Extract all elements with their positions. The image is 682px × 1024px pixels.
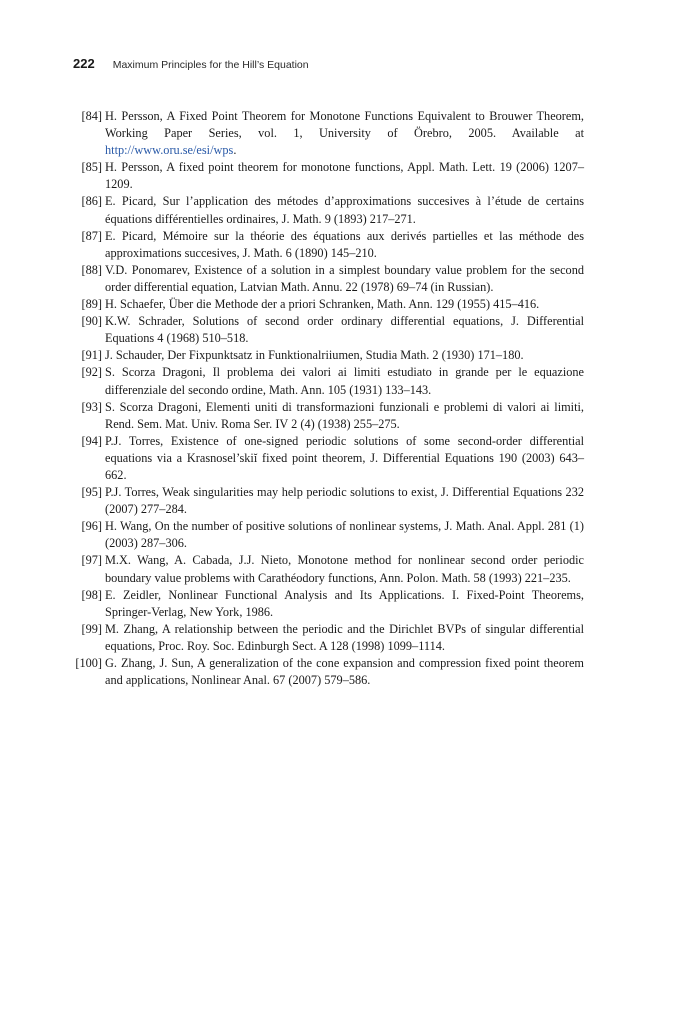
reference-number: [85] bbox=[81, 160, 102, 175]
reference-text: G. Zhang, J. Sun, A generalization of the cone expansion and compression fixed point theorem and applications, Nonlinear Anal. 67 (2007) 579–586. bbox=[105, 656, 584, 688]
reference-item bbox=[72, 433, 584, 484]
page-number: 222 bbox=[73, 56, 95, 71]
running-title: Maximum Principles for the Hill’s Equation bbox=[112, 59, 309, 71]
reference-text: E. Picard, Sur l’application des métodes d’approximations succesives à l’étude de certains équations différentielles ordinaires, J. Math. 9 (1893) 217–271. bbox=[105, 194, 584, 226]
reference-item bbox=[72, 262, 584, 296]
reference-item bbox=[72, 347, 584, 364]
reference-item bbox=[72, 228, 584, 262]
reference-number: [86] bbox=[81, 194, 102, 209]
reference-number: [96] bbox=[81, 519, 102, 534]
reference-item bbox=[72, 296, 584, 313]
reference-text: P.J. Torres, Weak singularities may help periodic solutions to exist, J. Differential Equations 232 (2007) 277–284. bbox=[105, 485, 584, 517]
reference-number: [98] bbox=[81, 587, 102, 602]
reference-item bbox=[72, 159, 584, 193]
reference-text: V.D. Ponomarev, Existence of a solution in a simplest boundary value problem for the second order differential equation, Latvian Math. Annu. 22 (1978) 69–74 (in Russian). bbox=[105, 262, 584, 294]
reference-number: [92] bbox=[81, 365, 102, 380]
reference-number: [99] bbox=[81, 621, 102, 636]
reference-item bbox=[72, 621, 584, 655]
reference-number: [90] bbox=[81, 314, 102, 329]
reference-item bbox=[72, 518, 584, 552]
reference-text: M.X. Wang, A. Cabada, J.J. Nieto, Monotone method for nonlinear second order periodic boundary value problems with Carathéodory functions, Ann. Polon. Math. 58 (1993) 221–235. bbox=[105, 553, 584, 585]
reference-number: [94] bbox=[81, 433, 102, 448]
reference-item bbox=[72, 193, 584, 227]
reference-text: K.W. Schrader, Solutions of second order ordinary differential equations, J. Differential Equations 4 (1968) 510–518. bbox=[105, 314, 584, 346]
reference-text: J. Schauder, Der Fixpunktsatz in Funktionalriiumen, Studia Math. 2 (1930) 171–180. bbox=[105, 348, 524, 363]
reference-number: [91] bbox=[81, 348, 102, 363]
reference-text: H. Schaefer, Über die Methode der a priori Schranken, Math. Ann. 129 (1955) 415–416. bbox=[105, 297, 540, 312]
reference-text: H. Persson, A Fixed Point Theorem for Monotone Functions Equivalent to Brouwer Theorem, Working Paper Series, vol. 1, University of Örebro, 2005. Available at http://www.oru.se/esi/wps. bbox=[105, 109, 584, 158]
reference-item bbox=[72, 313, 584, 347]
reference-number: [95] bbox=[81, 485, 102, 500]
reference-text: S. Scorza Dragoni, Elementi uniti di transformazioni funzionali e problemi di valori ai limiti, Rend. Sem. Mat. Univ. Roma Ser. IV 2 (4) (1938) 255–275. bbox=[105, 399, 584, 431]
reference-text: H. Persson, A fixed point theorem for monotone functions, Appl. Math. Lett. 19 (2006) 1207–1209. bbox=[105, 160, 584, 192]
reference-number: [87] bbox=[81, 228, 102, 243]
reference-list bbox=[72, 108, 584, 689]
reference-text: M. Zhang, A relationship between the periodic and the Dirichlet BVPs of singular differential equations, Proc. Roy. Soc. Edinburgh Sect. A 128 (1998) 1099–1114. bbox=[105, 621, 584, 653]
reference-text: S. Scorza Dragoni, Il problema dei valori ai limiti estudiato in grande per le equazione differenziale del secondo ordine, Math. Ann. 105 (1931) 133–143. bbox=[105, 365, 584, 397]
reference-item bbox=[72, 552, 584, 586]
reference-item bbox=[72, 655, 584, 689]
reference-number: [88] bbox=[81, 262, 102, 277]
reference-text: E. Zeidler, Nonlinear Functional Analysis and Its Applications. I. Fixed-Point Theorems, Springer-Verlag, New York, 1986. bbox=[105, 587, 584, 619]
running-head bbox=[73, 56, 583, 74]
reference-number: [93] bbox=[81, 399, 102, 414]
reference-item bbox=[72, 587, 584, 621]
reference-text: E. Picard, Mémoire sur la théorie des équations aux derivés partielles et las méthode des approximations succesives, J. Math. 6 (1890) 145–210. bbox=[105, 228, 584, 260]
reference-text: P.J. Torres, Existence of one-signed periodic solutions of some second-order differential equations via a Krasnosel’skiĭ fixed point theorem, J. Differential Equations 190 (2003) 643–662. bbox=[105, 433, 584, 482]
reference-text: H. Wang, On the number of positive solutions of nonlinear systems, J. Math. Anal. Appl. 281 (1) (2003) 287–306. bbox=[105, 519, 584, 551]
reference-number: [84] bbox=[81, 109, 102, 123]
reference-item bbox=[72, 364, 584, 398]
reference-item bbox=[72, 484, 584, 518]
reference-number: [97] bbox=[81, 553, 102, 568]
reference-link[interactable]: http://www.oru.se/esi/wps bbox=[105, 143, 234, 158]
reference-number: [100] bbox=[75, 656, 102, 670]
reference-item bbox=[72, 108, 584, 159]
reference-item bbox=[72, 399, 584, 433]
reference-number: [89] bbox=[81, 297, 102, 312]
